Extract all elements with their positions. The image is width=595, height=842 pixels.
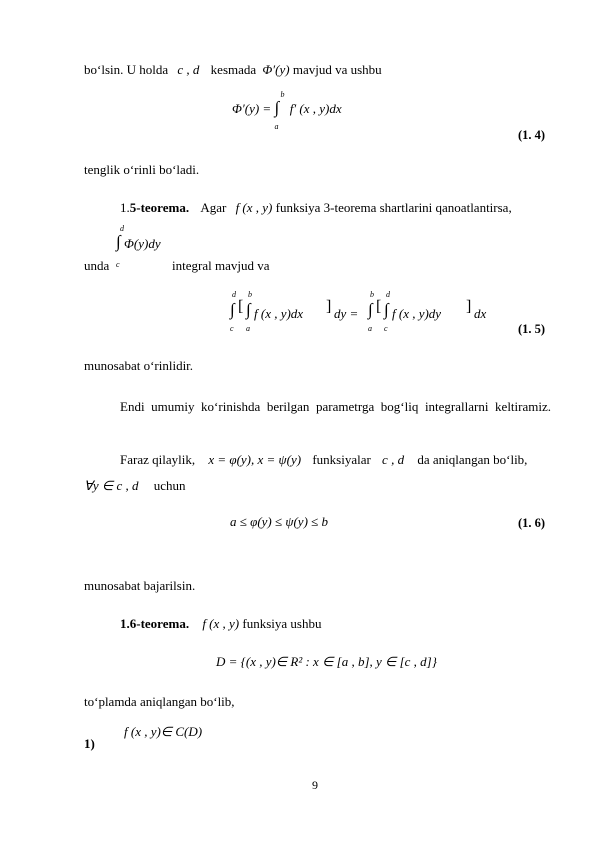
eq-lhs: Φ′(y) =: [232, 100, 272, 116]
lower-limit: c: [116, 260, 120, 269]
paragraph-line: [84, 478, 186, 494]
text: kesmada: [210, 62, 257, 77]
text: funksiyalar: [312, 452, 371, 467]
paragraph: munosabat bajarilsin.: [84, 578, 196, 593]
text: integral mavjud va: [172, 258, 270, 273]
interval-cd: c , d: [177, 62, 200, 77]
text: bo‘lsin. U holda: [84, 62, 169, 77]
interval-cd: c , d: [382, 452, 405, 467]
lower-limit: a: [274, 122, 279, 131]
function-f: f (x , y): [235, 200, 273, 215]
text: unda: [84, 258, 110, 273]
equation-1-6: a ≤ φ(y) ≤ ψ(y) ≤ b: [230, 514, 329, 529]
integral-sign: ∫: [116, 232, 121, 251]
integral-sign: ∫: [368, 300, 373, 319]
integral-sign: ∫: [384, 300, 389, 319]
theorem-1-5-line: [120, 200, 551, 216]
eq-integrand: f′ (x , y)dx: [289, 100, 342, 116]
text: funksiya 3-teorema shartlarini qanoatlantirsa,: [275, 200, 512, 215]
upper-limit: d: [232, 290, 236, 299]
paragraph: tenglik o‘rinli bo‘ladi.: [84, 162, 200, 177]
integral-sign: ∫: [230, 300, 235, 319]
paragraph: Endi umumiy ko‘rinishda berilgan parametrga bog‘liq integrallarni keltiramiz.: [120, 399, 551, 414]
bracket-open: [: [376, 298, 382, 315]
upper-limit: b: [280, 90, 285, 99]
text: Faraz qilaylik,: [120, 452, 196, 467]
upper-limit: b: [370, 290, 374, 299]
upper-limit: d: [386, 290, 390, 299]
eq-text: dy =: [334, 306, 359, 321]
bracket-open: [: [238, 298, 244, 315]
integrand: f (x , y)dx: [254, 306, 304, 321]
theorem-number: 1.: [120, 200, 130, 215]
integral-sign: ∫: [246, 300, 251, 319]
equation-label: (1. 4): [518, 128, 546, 142]
integrand: f (x , y)dy: [392, 306, 442, 321]
text: Agar: [200, 200, 227, 215]
lower-limit: c: [384, 324, 388, 333]
forall-condition: ∀y ∈ c , d: [84, 478, 139, 493]
lower-limit: a: [246, 324, 250, 333]
text: da aniqlangan bo‘lib,: [417, 452, 528, 467]
upper-limit: b: [248, 290, 252, 299]
theorem-1-6-line: [120, 616, 321, 632]
bracket-close: ]: [466, 298, 472, 315]
text: uchun: [153, 478, 186, 493]
bracket-close: ]: [326, 298, 332, 315]
equation-label: (1. 5): [518, 322, 546, 336]
paragraph: munosabat o‘rinlidir.: [84, 358, 194, 373]
domain-set: D = {(x , y)∈ R² : x ∈ [a , b], y ∈ [c , d]}: [216, 654, 437, 669]
integral-sign: ∫: [274, 98, 280, 117]
eq-text: dx: [474, 306, 487, 321]
line-1: [84, 62, 382, 78]
text: funksiya ushbu: [242, 616, 322, 631]
list-item: f (x , y)∈ C(D): [124, 724, 203, 739]
lower-limit: a: [368, 324, 372, 333]
paragraph-line: [120, 452, 527, 468]
phi-prime: Φ′(y): [262, 62, 290, 77]
theorem-title: 5-teorema.: [129, 200, 190, 215]
paragraph: to‘plamda aniqlangan bo‘lib,: [84, 694, 235, 709]
integrand: Φ(y)dy: [124, 236, 161, 251]
functions: x = φ(y), x = ψ(y): [208, 452, 302, 467]
function-f: f (x , y): [202, 616, 240, 631]
equation-1-4: [232, 90, 342, 131]
upper-limit: d: [120, 224, 124, 233]
equation-1-5: [230, 290, 487, 333]
text: mavjud va ushbu: [292, 62, 382, 77]
page-number: 9: [312, 778, 318, 792]
theorem-title: 1.6-teorema.: [120, 616, 190, 631]
lower-limit: c: [230, 324, 234, 333]
list-number: 1): [84, 736, 95, 751]
equation-label: (1. 6): [518, 516, 546, 530]
